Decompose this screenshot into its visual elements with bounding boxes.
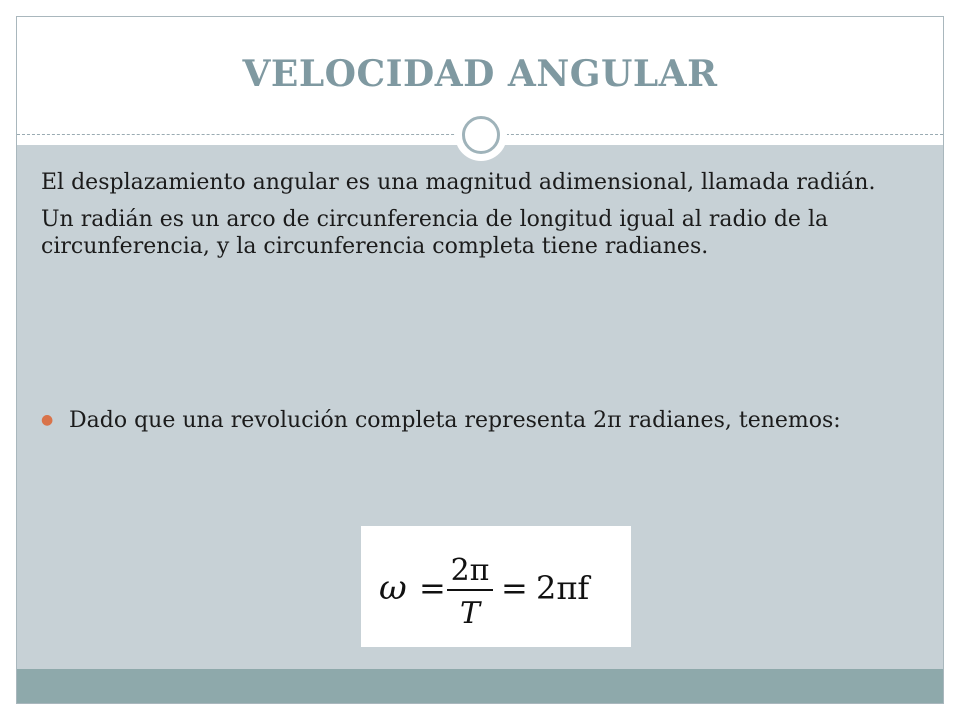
title-ornament xyxy=(455,109,507,161)
angular-velocity-formula xyxy=(371,537,621,637)
formula-equals-1: = xyxy=(419,568,446,607)
formula-image xyxy=(361,526,631,647)
paragraph-2: Un radián es un arco de circunferencia de longitud igual al radio de la circunferencia, y la circunferencia completa tiene radianes. xyxy=(41,207,829,259)
bullet-dot-icon: ● xyxy=(41,412,54,428)
formula-numerator: 2π xyxy=(450,552,490,588)
ornament-ring-icon xyxy=(462,116,500,154)
paragraph-1: El desplazamiento angular es una magnitud adimensional, llamada radián. xyxy=(41,170,876,195)
slide xyxy=(16,16,944,704)
formula-rhs: 2πf xyxy=(536,568,590,607)
formula-equals-2: = xyxy=(501,568,528,607)
bullet-text: Dado que una revolución completa representa 2π radianes, tenemos: xyxy=(69,408,841,433)
formula-denominator: T xyxy=(459,595,481,631)
footer-band xyxy=(17,669,943,703)
content-area xyxy=(17,145,943,669)
body-text xyxy=(41,169,901,270)
slide-title: VELOCIDAD ANGULAR xyxy=(242,53,718,95)
formula-omega: ω xyxy=(379,567,407,608)
bullet-item xyxy=(41,407,901,434)
